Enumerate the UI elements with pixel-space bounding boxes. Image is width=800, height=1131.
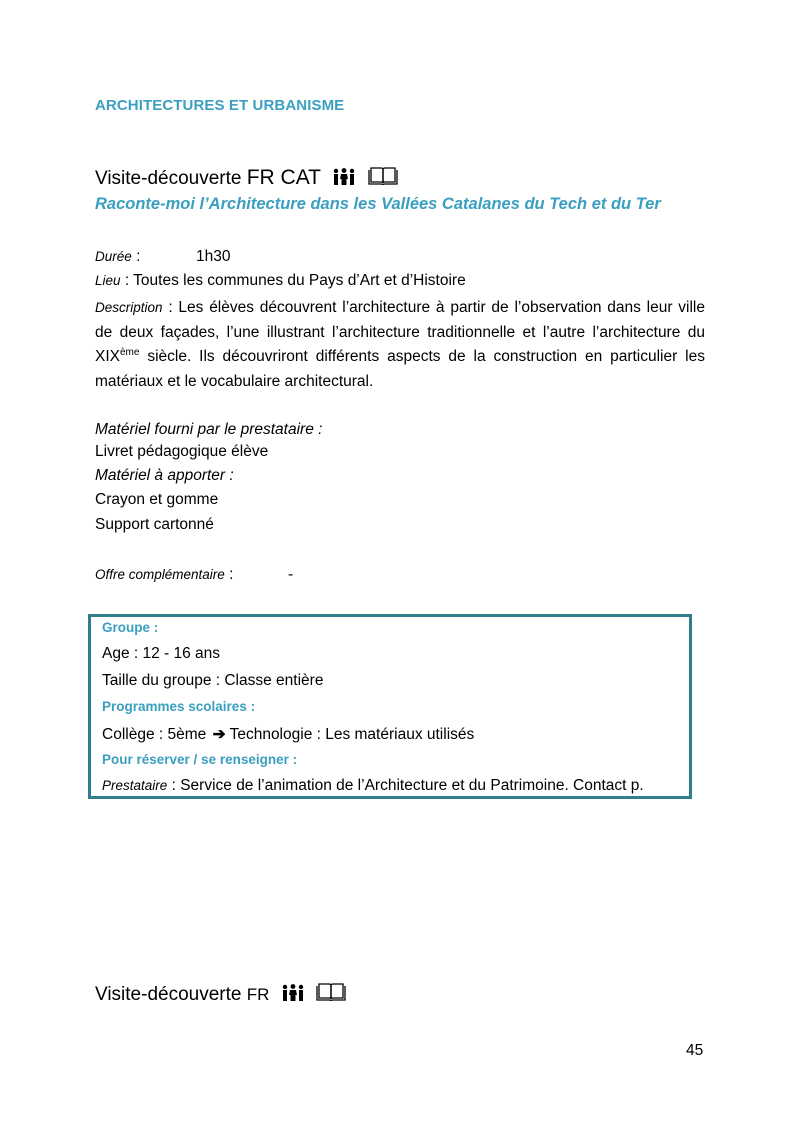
visit-heading	[95, 166, 398, 192]
provider-row	[102, 777, 644, 795]
program-row	[102, 725, 474, 744]
description-text-before: : Les élèves découvrent l’architecture à partir de l’observation dans leur ville de deux façades, l’une illustrant l’architecture traditionnelle et l’autre l’architecture du XIX	[95, 299, 705, 365]
location-row	[95, 272, 466, 290]
materials-provided-label: Matériel fourni par le prestataire :	[95, 421, 323, 438]
visit-heading	[95, 982, 346, 1008]
group-label: Groupe :	[102, 620, 159, 635]
visit-languages: FR CAT	[246, 166, 322, 189]
programs-label: Programmes scolaires :	[102, 699, 256, 714]
booking-label: Pour réserver / se renseigner :	[102, 752, 298, 767]
duration-sep: :	[131, 248, 141, 265]
materials-provided-item: Livret pédagogique élève	[95, 443, 269, 460]
book-icon	[368, 166, 398, 192]
materials-to-bring-item: Support cartonné	[95, 516, 214, 533]
duration-label: Durée	[95, 249, 132, 264]
group-size-text: Taille du groupe : Classe entière	[102, 672, 324, 689]
provider-value: : Service de l’animation de l’Architecture et du Patrimoine. Contact p.	[167, 777, 644, 794]
materials-to-bring-item: Crayon et gomme	[95, 491, 219, 508]
age-text: Age : 12 - 16 ans	[102, 645, 221, 662]
duration-row	[95, 248, 140, 266]
section-title: ARCHITECTURES ET URBANISME	[95, 97, 345, 114]
duration-value: 1h30	[196, 248, 231, 265]
description-text-after: siècle. Ils découvriront différents aspects de la construction en particulier les matériaux et le vocabulaire architectural.	[95, 348, 705, 390]
location-value: : Toutes les communes du Pays d’Art et d’Histoire	[120, 272, 466, 289]
activity-subtitle: Raconte-moi l’Architecture dans les Vallées Catalanes du Tech et du Ter	[95, 195, 661, 213]
visit-label: Visite-découverte	[95, 168, 242, 189]
program-level: Collège : 5ème	[102, 726, 207, 743]
description-paragraph	[95, 296, 705, 394]
complementary-offer-row	[95, 566, 233, 584]
complementary-offer-value: -	[288, 566, 294, 583]
visit-label: Visite-découverte	[95, 984, 242, 1005]
program-subject: Technologie : Les matériaux utilisés	[229, 726, 475, 743]
description-superscript: ème	[119, 347, 140, 358]
group-icon	[332, 168, 356, 192]
visit-languages: FR	[246, 985, 270, 1004]
location-label: Lieu	[95, 273, 121, 288]
book-icon	[316, 982, 346, 1008]
complementary-offer-sep: :	[224, 566, 234, 583]
group-icon	[281, 984, 305, 1008]
complementary-offer-label: Offre complémentaire	[95, 567, 225, 582]
materials-to-bring-label: Matériel à apporter :	[95, 467, 234, 484]
arrow-right-icon: ➔	[212, 726, 226, 743]
page-number: 45	[686, 1042, 704, 1059]
provider-label: Prestataire	[102, 778, 168, 793]
description-label: Description	[95, 300, 163, 315]
